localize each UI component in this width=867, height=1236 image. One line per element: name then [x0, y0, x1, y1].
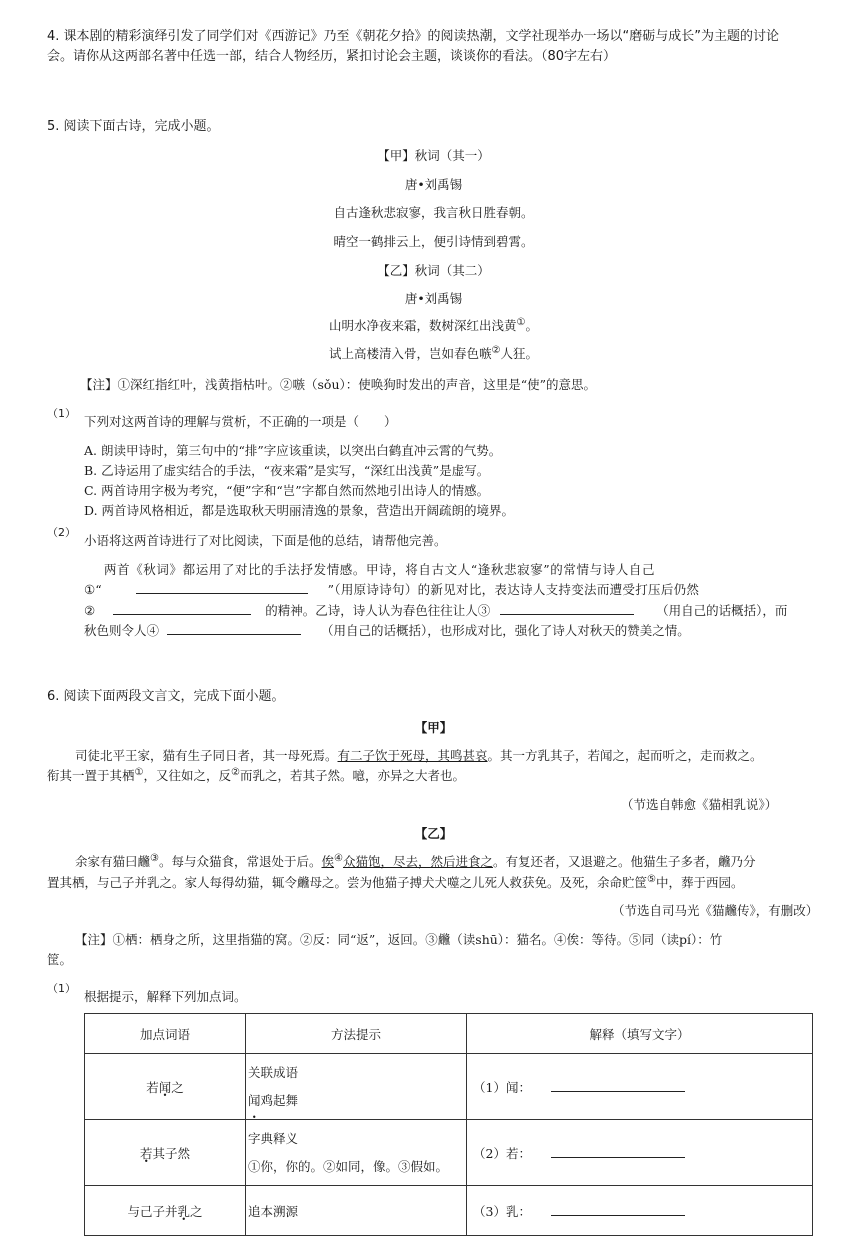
underlined-sentence-jia: 有二子饮于死母，其鸣甚哀 — [337, 748, 488, 763]
hint-cell: 字典释义 ①你，你的。②如同，像。③假如。 — [246, 1120, 467, 1186]
q6-sub1-number: （1） — [47, 982, 76, 995]
poem2-line1: 山明水净夜来霜，数树深红出浅黄①。 — [329, 316, 538, 333]
passage-yi-line1: 余家有猫曰虪③。每与众猫食，常退处于后。俟④众猫饱，尽去，然后进食之。有复还者，又退避之。他猫生子多者，虪乃分 — [75, 852, 756, 869]
q4-line1: 4. 课本剧的精彩演绎引发了同学们对《西游记》乃至《朝花夕拾》的阅读热潮，文学社现举办一场以“磨砺与成长”为主题的讨论 — [47, 29, 780, 44]
option-c[interactable]: C. 两首诗用字极为考究，“便”字和“岂”字都自然而然地引出诗人的情感。 — [84, 483, 490, 498]
q5-sub2-prompt: 小语将这两首诗进行了对比阅读，下面是他的总结，请帮他完善。 — [84, 533, 447, 548]
answer-blank-3[interactable] — [551, 1203, 685, 1216]
word-explanation-table — [84, 1013, 813, 1236]
poem2-line2: 试上高楼清入骨，岂如春色嗾②人狂。 — [329, 344, 538, 361]
poem1-author: 唐•刘禹锡 — [404, 177, 463, 192]
table-row — [85, 1120, 813, 1186]
summary-line2: ①“ ”（用原诗诗句）的新见对比，表达诗人支持变法而遭受打压后仍然 — [84, 582, 700, 597]
poem1-line2: 晴空一鹤排云上，便引诗情到碧霄。 — [333, 234, 534, 249]
summary-line1: 两首《秋词》都运用了对比的手法抒发情感。甲诗，将自古文人“逢秋悲寂寥”的常情与诗人自己 — [104, 562, 656, 577]
word-cell: 若其子然 — [85, 1120, 246, 1186]
q5-sub1-prompt: 下列对这两首诗的理解与赏析，不正确的一项是（ ） — [84, 414, 397, 429]
passage-jia-label: 【甲】 — [414, 720, 453, 735]
blank-3[interactable] — [500, 602, 634, 615]
table-row — [85, 1186, 813, 1236]
summary-line4: 秋色则令人④ （用自己的话概括），也形成对比，强化了诗人对秋天的赞美之情。 — [84, 623, 690, 638]
hint-cell: 追本溯源 — [246, 1186, 467, 1236]
answer-blank-1[interactable] — [551, 1079, 685, 1092]
answer-blank-2[interactable] — [551, 1145, 685, 1158]
passage-yi-line2: 置其栖，与己子并乳之。家人每得幼猫，辄令虪母之。尝为他猫子搏犬犬噬之儿死人救获免。及死，余命贮筐⑤中，葬于西园。 — [47, 873, 744, 890]
blank-1[interactable] — [136, 581, 308, 594]
note-mark-2: ② — [491, 344, 501, 356]
note-mark-1: ① — [516, 316, 526, 328]
poem-note: 【注】①深红指红叶，浅黄指枯叶。②嗾（sǒu）：使唤狗时发出的声音，这里是“使”的意思。 — [80, 377, 597, 392]
summary-line3: ② 的精神。乙诗，诗人认为春色往往让人③ （用自己的话概括），而 — [84, 603, 788, 618]
passage-yi-source: （节选自司马光《猫虪传》，有删改） — [612, 903, 819, 918]
poem1-line1: 自古逢秋悲寂寥，我言秋日胜春朝。 — [333, 205, 534, 220]
poem2-author: 唐•刘禹锡 — [404, 291, 463, 306]
blank-2[interactable] — [113, 602, 251, 615]
q6-note-line2: 筐。 — [47, 952, 73, 967]
q5-sub1-number: （1） — [47, 407, 76, 420]
word-cell: 若闻之 — [85, 1054, 246, 1120]
table-row — [85, 1054, 813, 1120]
passage-jia-line2: 衔其一置于其栖①，又往如之，反②而乳之，若其子然。噫，亦异之大者也。 — [47, 766, 465, 783]
q5-heading: 5. 阅读下面古诗，完成小题。 — [47, 119, 220, 134]
answer-cell: （3）乳： — [467, 1186, 813, 1236]
q6-heading: 6. 阅读下面两段文言文，完成下面小题。 — [47, 689, 285, 704]
answer-cell: （2）若： — [467, 1120, 813, 1186]
header-answer: 解释（填写文字） — [467, 1014, 813, 1054]
option-d[interactable]: D. 两首诗风格相近，都是选取秋天明丽清逸的景象，营造出开阔疏朗的境界。 — [84, 503, 515, 518]
poem2-title: 【乙】秋词（其二） — [377, 263, 490, 278]
q5-sub2-number: （2） — [47, 526, 76, 539]
word-cell: 与己子并乳之 — [85, 1186, 246, 1236]
header-word: 加点词语 — [85, 1014, 246, 1054]
underlined-sentence-yi: 众猫饱，尽去，然后进食之 — [342, 854, 493, 869]
option-b[interactable]: B. 乙诗运用了虚实结合的手法，“夜来霜”是实写，“深红出浅黄”是虚写。 — [84, 463, 490, 478]
poem1-title: 【甲】秋词（其一） — [377, 148, 490, 163]
hint-cell: 关联成语 闻鸡起舞 — [246, 1054, 467, 1120]
passage-yi-label: 【乙】 — [414, 826, 453, 841]
option-a[interactable]: A. 朗读甲诗时，第三句中的“排”字应该重读，以突出白鹤直冲云霄的气势。 — [84, 443, 502, 458]
table-header-row — [85, 1014, 813, 1054]
q4-line2: 会。请你从这两部名著中任选一部，结合人物经历，紧扣讨论会主题，谈谈你的看法。（80字左右） — [47, 49, 617, 64]
header-hint: 方法提示 — [246, 1014, 467, 1054]
q6-sub1-prompt: 根据提示，解释下列加点词。 — [84, 989, 247, 1004]
passage-jia-line1: 司徒北平王家，猫有生子同日者，其一母死焉。有二子饮于死母，其鸣甚哀。其一方乳其子，若闻之，起而听之，走而救之。 — [75, 748, 763, 763]
blank-4[interactable] — [167, 622, 301, 635]
answer-cell: （1）闻： — [467, 1054, 813, 1120]
passage-jia-source: （节选自韩愈《猫相乳说》） — [621, 797, 778, 812]
q6-note-line1: 【注】①栖：栖身之所，这里指猫的窝。②反：同“返”，返回。③虪（读shū）：猫名。④俟：等待。⑤同（读pí）：竹 — [75, 932, 723, 947]
